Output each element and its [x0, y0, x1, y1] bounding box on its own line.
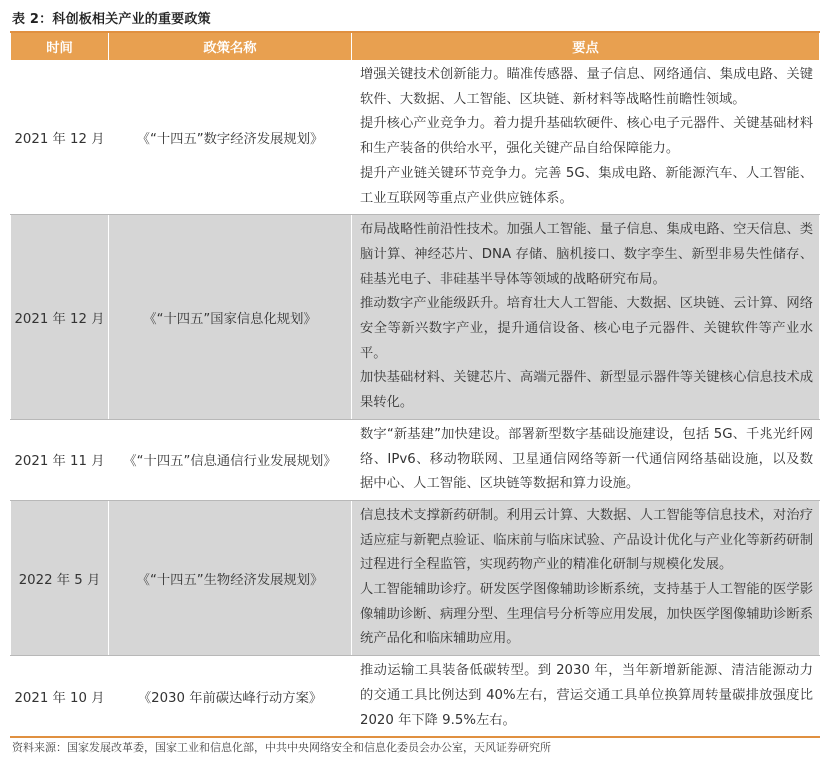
key-point: 推动数字产业能级跃升。培育壮大人工智能、大数据、区块链、云计算、网络安全等新兴数字产业，提升通信设备、核心电子元器件、关键软件等产业水平。 [360, 296, 813, 361]
row-time: 2021 年 12 月 [11, 60, 109, 215]
table-row [11, 656, 820, 738]
row-policy-name: 《“十四五”数字经济发展规划》 [109, 60, 352, 215]
table-header-row [11, 32, 820, 60]
table-row [11, 215, 820, 420]
row-key-points [352, 500, 820, 655]
policy-table [10, 31, 820, 738]
row-policy-name: 《“十四五”信息通信行业发展规划》 [109, 419, 352, 500]
table-caption: 表 2：科创板相关产业的重要政策 [12, 12, 211, 27]
source-note: 资料来源：国家发展改革委，国家工业和信息化部，中共中央网络安全和信息化委员会办公室，天风证券研究所 [12, 741, 551, 754]
header-key-points: 要点 [352, 32, 820, 60]
row-key-points [352, 419, 820, 500]
row-policy-name: 《2030 年前碳达峰行动方案》 [109, 656, 352, 738]
table-row [11, 419, 820, 500]
row-time: 2021 年 10 月 [11, 656, 109, 738]
row-key-points [352, 656, 820, 738]
row-policy-name: 《“十四五”生物经济发展规划》 [109, 500, 352, 655]
header-time: 时间 [11, 32, 109, 60]
key-point: 推动运输工具装备低碳转型。到 2030 年，当年新增新能源、清洁能源动力的交通工具比例达到 40%左右，营运交通工具单位换算周转量碳排放强度比 2020 年下降 9.5%左右。 [360, 663, 813, 728]
table-row [11, 60, 820, 215]
key-point: 信息技术支撑新药研制。利用云计算、大数据、人工智能等信息技术，对治疗适应症与新靶点验证、临床前与临床试验、产品设计优化与产业化等新药研制过程进行全程监管，实现药物产业的精准化研制与规模化发展。 [360, 507, 813, 573]
table-row [11, 500, 820, 655]
row-key-points [352, 60, 820, 215]
key-point: 布局战略性前沿性技术。加强人工智能、量子信息、集成电路、空天信息、类脑计算、神经芯片、DNA 存储、脑机接口、数字孪生、新型非易失性储存、硅基光电子、非硅基半导体等领域的战略研究布局。 [360, 222, 813, 287]
row-key-points [352, 215, 820, 420]
key-point: 人工智能辅助诊疗。研发医学图像辅助诊断系统，支持基于人工智能的医学影像辅助诊断、病理分型、生理信号分析等应用发展，加快医学图像辅助诊断系统产品化和临床辅助应用。 [360, 582, 813, 647]
row-policy-name: 《“十四五”国家信息化规划》 [109, 215, 352, 420]
key-point: 加快基础材料、关键芯片、高端元器件、新型显示器件等关键核心信息技术成果转化。 [360, 370, 813, 411]
key-point: 提升产业链关键环节竞争力。完善 5G、集成电路、新能源汽车、人工智能、工业互联网等重点产业供应链体系。 [360, 165, 813, 206]
key-point: 数字“新基建”加快建设。部署新型数字基础设施建设，包括 5G、千兆光纤网络、IPv6、移动物联网、卫星通信网络等新一代通信网络基础设施，以及数据中心、人工智能、区块链等数据和算力设施。 [360, 426, 813, 492]
key-point: 增强关键技术创新能力。瞄准传感器、量子信息、网络通信、集成电路、关键软件、大数据、人工智能、区块链、新材料等战略性前瞻性领域。 [360, 67, 813, 107]
row-time: 2021 年 11 月 [11, 419, 109, 500]
row-time: 2021 年 12 月 [11, 215, 109, 420]
row-time: 2022 年 5 月 [11, 500, 109, 655]
key-point: 提升核心产业竞争力。着力提升基础软硬件、核心电子元器件、关键基础材料和生产装备的供给水平，强化关键产品自给保障能力。 [360, 116, 813, 157]
header-policy-name: 政策名称 [109, 32, 352, 60]
